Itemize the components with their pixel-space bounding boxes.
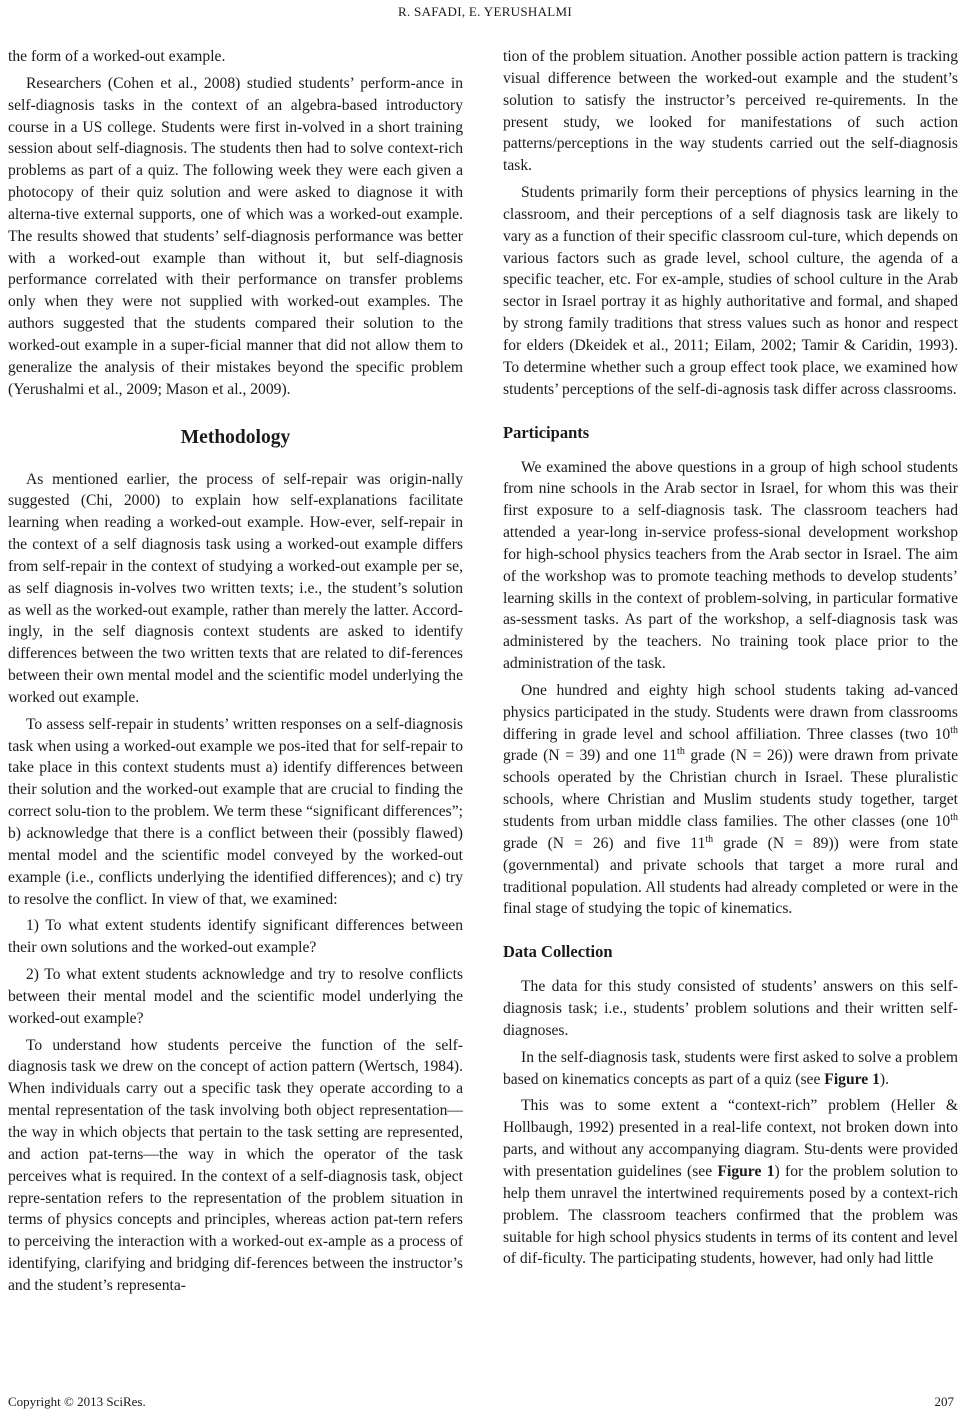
superscript: th <box>677 746 685 758</box>
superscript: th <box>950 724 958 736</box>
research-question-2: 2) To what extent students acknowledge and try to resolve conflicts between their mental model and the scientific model underlying the worked-out example? <box>8 966 463 1027</box>
text-run: ) for the problem solution to help them unravel the intertwined requirements posed by a context-rich problem. The classroom teachers confirmed that the problem was suitable for high school physics students in terms of its content and level of dif-ficulty. The participating students, however, had only had little <box>503 1162 958 1268</box>
paragraph: tion of the problem situation. Another possible action pattern is tracking visual difference between the worked-out example and the student’s solution to satisfy the instructor’s perceived re-quirements. In the present study, we looked for manifestations of such action patterns/perceptions in the way students carried out the self-diagnosis task. <box>503 48 958 175</box>
right-column <box>503 46 958 1270</box>
paragraph: the form of a worked-out example. <box>8 48 226 65</box>
text-run: ). <box>879 1070 889 1088</box>
paragraph <box>503 1047 958 1091</box>
left-column <box>8 46 463 1297</box>
paragraph: To assess self-repair in students’ written responses on a self-diagnosis task when using a worked-out example we pos-ited that for self-repair to take place in this context students must a) identify differences between their solution and the worked-out example that are crucial to finding the correct solu-tion to the problem. We term these “significant differences”; b) acknowledge that there is a conflict between their (possibly flawed) mental model and the scientific model conveyed by the worked-out example (i.e., conflicts underlying the identified differences); and c) try to resolve the conflict. In view of that, we examined: <box>8 715 463 908</box>
running-head: R. SAFADI, E. YERUSHALMI <box>397 4 573 19</box>
paragraph <box>503 680 958 920</box>
figure-reference: Figure 1 <box>824 1070 880 1088</box>
section-heading-methodology: Methodology <box>180 426 291 448</box>
paragraph: We examined the above questions in a group of high school students from nine schools in the Arab sector in Israel, for whom this was their first exposure to a self-diagnosis task. The classroom teachers had attended a year-long in-service profess-sional development workshop for high-school physics teachers from the Arab sector in Israel. The aim of the workshop was to promote teaching methods to develop students’ learning skills in the context of problem-solving, in particular formative as-sessment tasks. As part of the workshop, a self-diagnosis task was administered by the teachers. No training took place prior to the administration of the task. <box>503 458 958 673</box>
paragraph: To understand how students perceive the function of the self-diagnosis task we drew on the concept of action pattern (Wertsch, 1984). When individuals carry out a specific task they operate according to a mental representation of the task involving both object representation—the way in which objects that pertain to the task setting are represented, and action pat-terns—the way in which the operator of the task perceives what is required. In the context of a self-diagnosis task, object repre-sentation refers to the representation of the problem situation in terms of physics concepts and principles, whereas action pat-tern refers to perceiving the interaction with a worked-out ex-ample as a process of identifying, clarifying and bridging dif-ferences between the instructor’s and the student’s representa- <box>8 1036 463 1294</box>
subsection-heading-data-collection: Data Collection <box>503 942 613 962</box>
superscript: th <box>950 811 958 823</box>
paragraph: Students primarily form their perceptions of physics learning in the classroom, and their perceptions of a self diagnosis task are likely to vary as a function of their specific classroom cul-ture, which depends on various factors such as grade level, school culture, the agenda of a specific teacher, etc. For ex-ample, studies of school culture in the Arab sector in Israel portray it as highly authoritative and formal, and shaped by strong family traditions that stress values such as honor and respect for elders (Dkeidek et al., 2011; Eilam, 2002; Tamir & Caridin, 1993). To determine whether such a group effect took place, we examined how students’ perceptions of the self-di-agnosis task differ across classrooms. <box>503 184 958 398</box>
text-run: grade (N = 26)) were drawn from private schools operated by the Christian church in Israel. These pluralistic schools, where Christian and Muslim students study together, target students from urban middle class families. The other classes (one 10 <box>503 747 958 830</box>
text-run: grade (N = 26) and five 11 <box>503 834 706 852</box>
paragraph: Researchers (Cohen et al., 2008) studied students’ perform-ance in self-diagnosis tasks in the context of an algebra-based introductory course in a US college. Students were first in-volved in a short training session about self-diagnosis. The students then had to solve context-rich problems as part of a quiz. The following week they were each given a photocopy of their quiz solution and were asked to diagnose it with alterna-tive external supports, one of which was a worked-out example. The results showed that students’ self-diagnosis performance was better with a worked-out example than without it, but self-diagnosis performance correlated with their performance on transfer problems only when they were not supplied with worked-out examples. The authors suggested that the students compared their solution to the worked-out example in a super-ficial manner that did not allow them to generalize the analysis of their mistakes beyond the specific problem (Yerushalmi et al., 2009; Mason et al., 2009). <box>8 74 463 398</box>
research-question-1: 1) To what extent students identify significant differences between their own solutions and the worked-out example? <box>8 917 463 957</box>
subsection-heading-participants: Participants <box>503 422 590 442</box>
page-number: 207 <box>934 1394 954 1409</box>
text-run: In the self-diagnosis task, students were first asked to solve a problem based on kinematics concepts as part of a quiz (see <box>503 1048 958 1088</box>
text-run: One hundred and eighty high school students taking ad-vanced physics participated in the study. Students were drawn from classrooms differing in grade level and school affiliation. Three classes (two 10 <box>503 681 958 743</box>
paragraph: As mentioned earlier, the process of self-repair was origin-nally suggested (Chi, 2000) to explain how self-explanations facilitate learning when reading a worked-out example. How-ever, self-repair in the context of a self diagnosis task using a worked-out example differs from self-repair in the context of studying a worked-out example per se, as self diagnosis in-volves two written texts; i.e., the student’s solution as well as the worked-out example, rather than merely the latter. Accord-ingly, in the self diagnosis context students are asked to identify differences between the two written texts that are related to dif-ferences between their own mental model and the scientific model underlying the worked out example. <box>8 470 463 706</box>
text-run: grade (N = 39) and one 11 <box>503 747 678 765</box>
text-run: This was to some extent a “context-rich” problem (Heller & Hollbaugh, 1992) presented in a real-life context, not broken down into parts, and without any accompanying diagram. Stu-dents were provided with presentation guidelines (see <box>503 1097 958 1180</box>
paragraph: The data for this study consisted of students’ answers on this self-diagnosis task; i.e., students’ problem solutions and their written self-diagnoses. <box>503 978 958 1039</box>
paragraph <box>503 1095 958 1270</box>
copyright-notice: Copyright © 2013 SciRes. <box>8 1394 146 1409</box>
superscript: th <box>705 833 714 845</box>
text-run: grade (N = 89)) were from state (governmental) and private schools that target a more rural and traditional population. All students had already completed or were in the final stage of studying the topic of kinematics. <box>503 834 958 918</box>
figure-reference: Figure 1 <box>717 1162 775 1180</box>
